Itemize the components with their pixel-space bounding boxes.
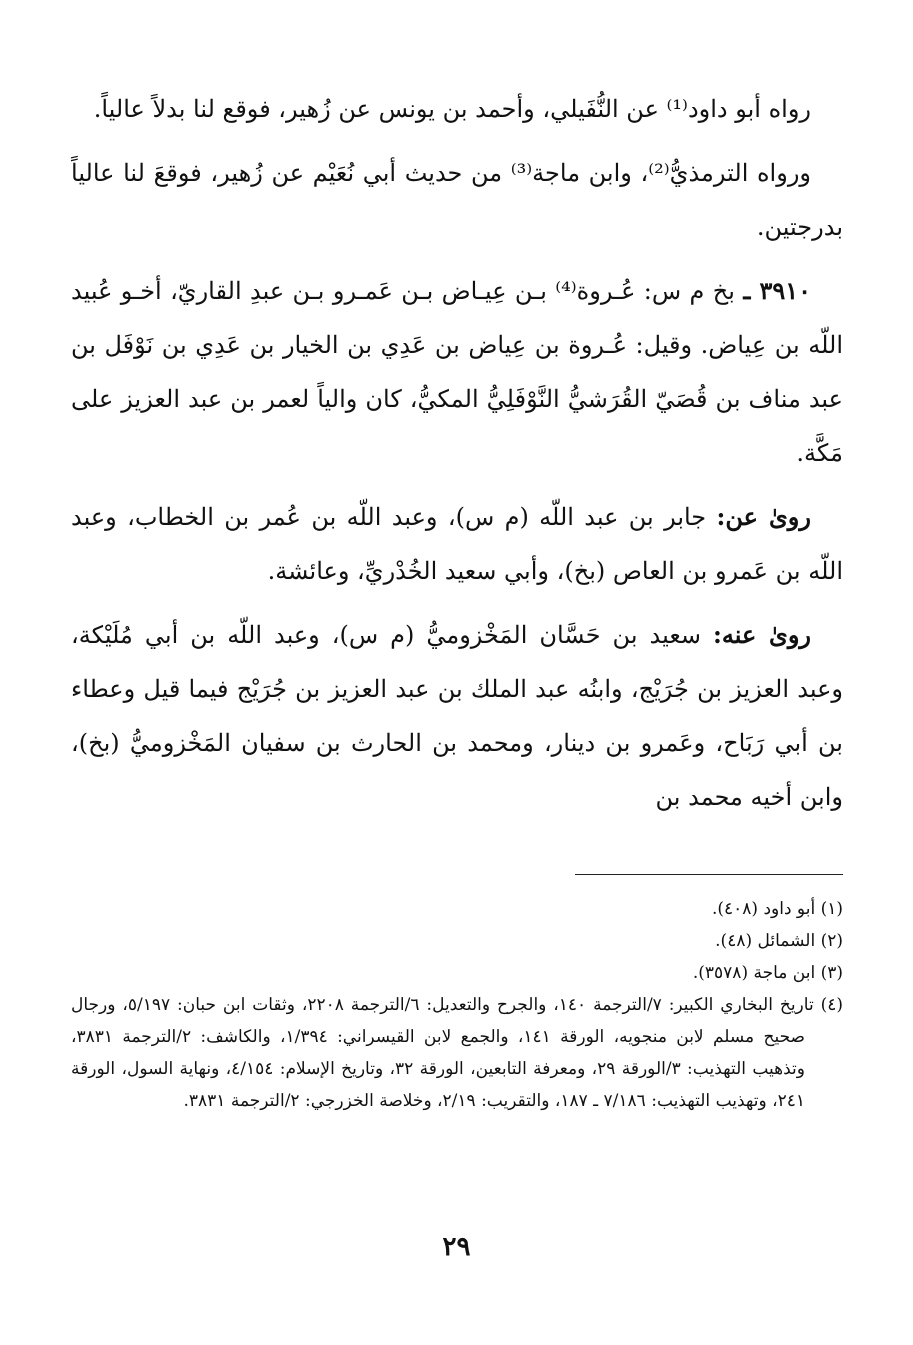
paragraph-tirmidhi: [71, 146, 843, 254]
paragraph-narrated-from: [71, 490, 843, 598]
footnote-4: (٤) تاريخ البخاري الكبير: ٧/الترجمة ١٤٠، والجرح والتعديل: ٦/الترجمة ٢٢٠٨، وثقات ابن حبان: ٥/١٩٧، ورجال صحيح مسلم لابن منجويه، الورقة ١٤١، والجمع لابن القيسراني: ١/٣٩٤، والكاشف: ٢/الترجمة ٣٨٣١، وتذهيب التهذيب: ٣/الورقة ٢٩، ومعرفة التابعين، الورقة ٣٢، وتاريخ الإسلام: ٤/١٥٤، ونهاية السول، الورقة ٢٤١، وتهذيب التهذيب: ٧/١٨٦ ـ ١٨٧، والتقريب: ٢/١٩، وخلاصة الخزرجي: ٢/الترجمة ٣٨٣١.: [71, 995, 843, 1111]
footnote-divider: [575, 874, 843, 875]
footnote-2: (٢) الشمائل (٤٨).: [715, 931, 843, 951]
footnote-3: (٣) ابن ماجة (٣٥٧٨).: [692, 963, 843, 983]
entry-number: ٣٩١٠ ـ: [743, 276, 812, 305]
paragraph-narrated-by: [71, 608, 843, 824]
paragraph-text: رواه أبو داود⁽¹⁾ عن النُّفَيلي، وأحمد بن يونس عن زُهير، فوقع لنا بدلاً عالياً.: [93, 95, 811, 123]
paragraph-abu-dawud: [71, 82, 843, 136]
page-number: ٢٩: [442, 1232, 471, 1262]
footnotes: [71, 893, 843, 1117]
entry-text: بخ م س: عُـروة⁽⁴⁾ بـن عِيـاض بـن عَمـرو بـن عبدِ القاريّ، أخـو عُبيد اللّه بن عِياض. وقيل: عُـروة بن عِياض بن عَدِي بن الخيار بن عَدِي بن نَوْفَل بن عبد مناف بن قُصَيّ القُرَشيُّ النَّوْفَلِيُّ المكيُّ، كان والياً لعمر بن عبد العزيز على مَكَّة.: [71, 277, 843, 467]
entry-3910: [71, 264, 843, 480]
main-text: [71, 82, 843, 834]
paragraph-text: سعيد بن حَسَّان المَخْزوميُّ (م س)، وعبد اللّه بن أبي مُلَيْكة، وعبد العزيز بن جُرَيْج، وابنُه عبد الملك بن عبد العزيز بن جُرَيْج فيما قيل وعطاء بن أبي رَبَاح، وعَمرو بن دينار، ومحمد بن الحارث بن سفيان المَخْزوميُّ (بخ)، وابن أخيه محمد بن: [71, 621, 843, 811]
paragraph-text: جابر بن عبد اللّه (م س)، وعبد اللّه بن عُمر بن الخطاب، وعبد اللّه بن عَمرو بن العاص (بخ)، وأبي سعيد الخُدْريِّ، وعائشة.: [71, 503, 843, 585]
footnote-1: (١) أبو داود (٤٠٨).: [711, 899, 843, 919]
paragraph-text: ورواه الترمذيُّ⁽²⁾، وابن ماجة⁽³⁾ من حديث أبي نُعَيْم عن زُهير، فوقعَ لنا عالياً بدرجتين.: [71, 159, 843, 241]
narrated-by-label: روىٰ عنه:: [713, 620, 812, 649]
narrated-from-label: روىٰ عن:: [716, 502, 811, 531]
